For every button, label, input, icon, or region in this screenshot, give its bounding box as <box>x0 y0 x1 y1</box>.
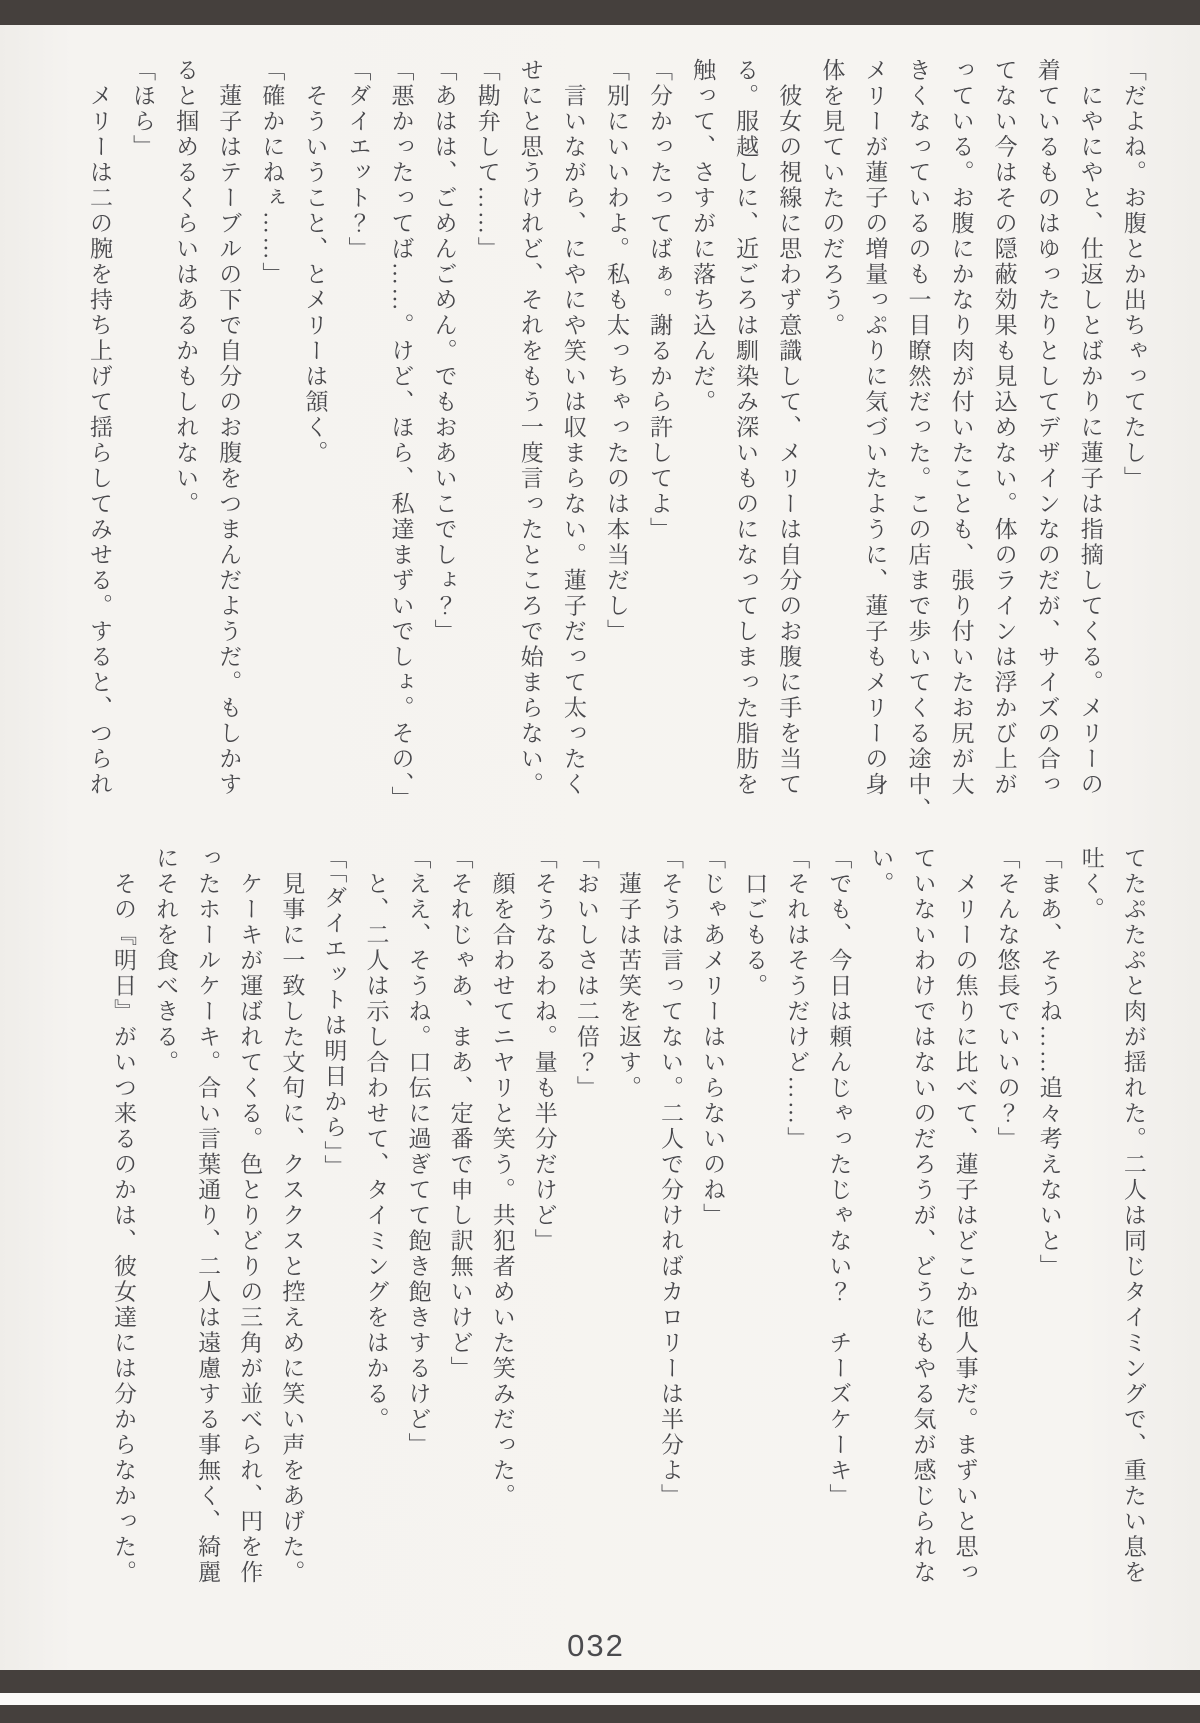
text-column: ケーキが運ばれてくる。色とりどりの三角が並べられ、円を作 <box>237 846 263 1586</box>
page-number: 032 <box>567 1628 625 1663</box>
top-scan-bar <box>0 0 1200 25</box>
text-column: 口ごもる。 <box>742 846 768 999</box>
text-column: 彼女の視線に思わず意識して、メリーは自分のお腹に手を当て <box>776 58 802 798</box>
text-column: 触って、さすがに落ち込んだ。 <box>690 58 716 415</box>
text-column: 「でも、今日は頼んじゃったじゃない？ チーズケーキ」 <box>826 846 852 1509</box>
text-column: 「まあ、そうね……追々考えないと」 <box>1036 846 1062 1280</box>
text-column: メリーが蓮子の増量っぷりに気づいたように、蓮子もメリーの身 <box>862 58 888 798</box>
text-column: そういうこと、とメリーは頷く。 <box>302 58 328 466</box>
text-column: 「ダイエット？」 <box>345 58 371 262</box>
text-column: 「だよね。お腹とか出ちゃってたし」 <box>1120 58 1146 492</box>
text-column: メリーは二の腕を持ち上げて揺らしてみせる。すると、つられ <box>87 58 112 798</box>
text-column: い。 <box>868 846 894 897</box>
text-column: 「そうなるわね。量も半分だけど」 <box>531 846 557 1254</box>
text-column: 「ほら」 <box>130 58 156 160</box>
text-column: 「確かにねぇ……」 <box>259 58 285 288</box>
text-column: っている。お腹にかなり肉が付いたことも、張り付いたお尻が大 <box>948 58 974 798</box>
text-column: にそれを食べきる。 <box>153 846 179 1076</box>
text-column: 着ているものはゆったりとしてデザインなのだが、サイズの合っ <box>1034 58 1060 798</box>
story-text-block-bottom <box>110 846 1146 1606</box>
text-column: てたぷたぷと肉が揺れた。二人は同じタイミングで、重たい息を <box>1120 846 1146 1586</box>
text-column: 「別にいいわよ。私も太っちゃったのは本当だし」 <box>603 58 629 645</box>
text-column: てない今はその隠蔽効果も見込めない。体のラインは浮かび上が <box>991 58 1017 798</box>
text-column: る。服越しに、近ごろは馴染み深いものになってしまった脂肪を <box>733 58 759 798</box>
text-column: 「それはそうだけど……」 <box>784 846 810 1152</box>
story-text-block-top <box>86 58 1146 823</box>
text-column: 言いながら、にやにや笑いは収まらない。蓮子だって太ったく <box>560 58 586 798</box>
text-column: 「あはは、ごめんごめん。でもおあいこでしょ？」 <box>431 58 457 645</box>
text-column: ていないわけではないのだろうが、どうにもやる気が感じられな <box>910 846 936 1586</box>
text-column: 体を見ていたのだろう。 <box>819 58 845 339</box>
text-column: 蓮子はテーブルの下で自分のお腹をつまんだようだ。もしかす <box>216 58 242 798</box>
text-column: メリーの焦りに比べて、蓮子はどこか他人事だ。まずいと思っ <box>952 846 978 1586</box>
text-column: にやにやと、仕返しとばかりに蓮子は指摘してくる。メリーの <box>1077 58 1103 798</box>
text-column: 「そうは言ってない。二人で分ければカロリーは半分よ」 <box>658 846 684 1509</box>
text-column: 見事に一致した文句に、クスクスと控えめに笑い声をあげた。 <box>279 846 305 1586</box>
text-column: せにと思うけれど、それをもう一度言ったところで始まらない。 <box>517 58 543 798</box>
text-column: ると掴めるくらいはあるかもしれない。 <box>173 58 199 517</box>
text-column: 「ええ、そうね。口伝に過ぎてて飽き飽きするけど」 <box>405 846 431 1458</box>
text-column: 「悪かったってば……。けど、ほら、私達まずいでしょ。その、」 <box>388 58 414 812</box>
text-column: と、二人は示し合わせて、タイミングをはかる。 <box>363 846 389 1433</box>
text-column: 吐く。 <box>1078 846 1104 923</box>
text-column: 「「ダイエットは明日から」」 <box>321 846 347 1180</box>
text-column: 「分かったってばぁ。謝るから許してよ」 <box>647 58 673 543</box>
bottom-white-strip <box>0 1693 1200 1705</box>
bottom-scan-bar-outer <box>0 1670 1200 1693</box>
text-column: 「おいしさは二倍？」 <box>573 846 599 1101</box>
text-column: 「そんな悠長でいいの？」 <box>994 846 1020 1152</box>
text-column: ったホールケーキ。合い言葉通り、二人は遠慮する事無く、綺麗 <box>195 846 221 1586</box>
text-column: 「それじゃあ、まあ、定番で申し訳無いけど」 <box>447 846 473 1382</box>
text-column: その『明日』がいつ来るのかは、彼女達には分からなかった。 <box>111 846 136 1586</box>
text-column: 顔を合わせてニヤリと笑う。共犯者めいた笑みだった。 <box>489 846 515 1509</box>
text-column: 「じゃあメリーはいらないのね」 <box>700 846 726 1229</box>
text-column: きくなっているのも一目瞭然だった。この店まで歩いてくる途中、 <box>905 58 931 823</box>
bottom-scan-bar-inner <box>0 1705 1200 1723</box>
text-column: 「勘弁して……」 <box>474 58 500 262</box>
text-column: 蓮子は苦笑を返す。 <box>615 846 641 1101</box>
